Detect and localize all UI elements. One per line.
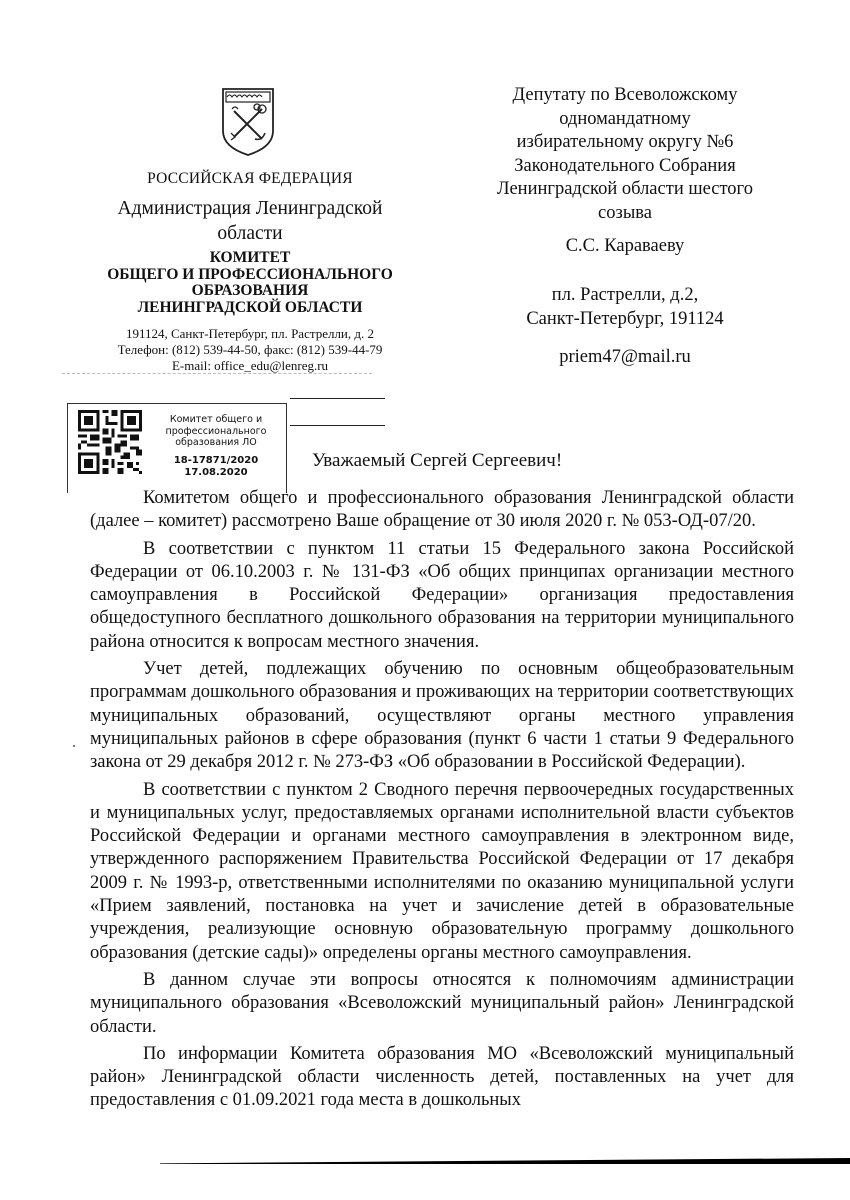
administration-name: Администрация Ленинградской области: [117, 198, 383, 244]
registration-date: 17.08.2020: [184, 466, 248, 478]
paragraph: В соответствии с пунктом 11 статьи 15 Федерального закона Российской Федерации от 06.10.2003 г. № 131-ФЗ «Об общих принципах организации местного самоуправления в Российской Федерации» организация предоставления общедоступного бесплатного дошкольного образования на территории муниципального района относится к вопросам местного значения.: [90, 538, 794, 652]
paragraph: По информации Комитета образования МО «Всеволожский муниципальный район» Ленинградской области численность детей, поставленных на учет для предоставления с 01.09.2021 года места в дошкольных: [90, 1043, 794, 1111]
recipient-address: пл. Растрелли, д.2, Санкт-Петербург, 191124: [526, 285, 724, 329]
blank-line: [290, 425, 385, 426]
committee-name: КОМИТЕТ ОБЩЕГО И ПРОФЕССИОНАЛЬНОГО ОБРАЗОВАНИЯ ЛЕНИНГРАДСКОЙ ОБЛАСТИ: [107, 249, 393, 316]
paragraph: Учет детей, подлежащих обучению по основным общеобразовательным программам дошкольного образования и проживающих на территории соответствующих муниципальных образований, осуществляют органы местного управления муниципальных районов в сфере образования (пункт 6 части 1 статьи 9 Федерального закона от 29 декабря 2012 г. № 273-ФЗ «Об образовании в Российской Федерации).: [90, 659, 794, 773]
letter-body: [90, 487, 794, 1113]
letterhead-contacts: [90, 326, 410, 374]
recipient-title: Депутату по Всеволожскому одномандатному избирательному округу №6 Законодательного Собрания Ленинградской области шестого созыва: [497, 85, 753, 223]
scan-edge-shadow: [160, 1158, 850, 1164]
blank-line: [290, 398, 385, 399]
letterhead-phone: Телефон: (812) 539-44-50, факс: (812) 539-44-79: [117, 342, 383, 357]
recipient-name: С.С. Караваеву: [565, 236, 685, 256]
recipient-email: priem47@mail.ru: [559, 347, 691, 367]
country-name: РОССИЙСКАЯ ФЕДЕРАЦИЯ: [147, 170, 353, 187]
registration-number: 18-17871/2020: [173, 454, 259, 466]
letterhead-address: 191124, Санкт-Петербург, пл. Растрелли, д. 2: [125, 326, 375, 341]
registration-stamp: [67, 403, 287, 493]
qr-code-icon: [78, 410, 142, 474]
stamp-text: Комитет общего и профессионального образования ЛО 18-17871/2020 17.08.2020: [148, 414, 284, 479]
paragraph: Комитетом общего и профессионального образования Ленинградской области (далее – комитет) рассмотрено Ваше обращение от 30 июля 2020 г. № 053-ОД-07/20.: [90, 488, 794, 532]
coat-of-arms-icon: [219, 85, 277, 157]
paragraph: В соответствии с пунктом 2 Сводного перечня первоочередных государственных и муниципальных услуг, предоставляемых органами исполнительной власти субъектов Российской Федерации и органами местного самоуправления в электронном виде, утвержденного распоряжением Правительства Российской Федерации от 17 декабря 2009 г. № 1993-р, ответственными исполнителями по оказанию муниципальной услуги «Прием заявлений, постановка на учет и зачисление детей в образовательные учреждения, реализующие основную образовательную программу дошкольного образования (детские сады)» определены органы местного самоуправления.: [90, 779, 794, 963]
salutation: Уважаемый Сергей Сергеевич!: [312, 450, 563, 471]
letterhead-divider: [62, 373, 372, 375]
paragraph: В данном случае эти вопросы относятся к полномочиям администрации муниципального образования «Всеволожский муниципальный район» Ленинградской области.: [90, 969, 794, 1037]
scan-artifact: [73, 745, 75, 747]
letterhead-email: E-mail: office_edu@lenreg.ru: [171, 358, 329, 373]
